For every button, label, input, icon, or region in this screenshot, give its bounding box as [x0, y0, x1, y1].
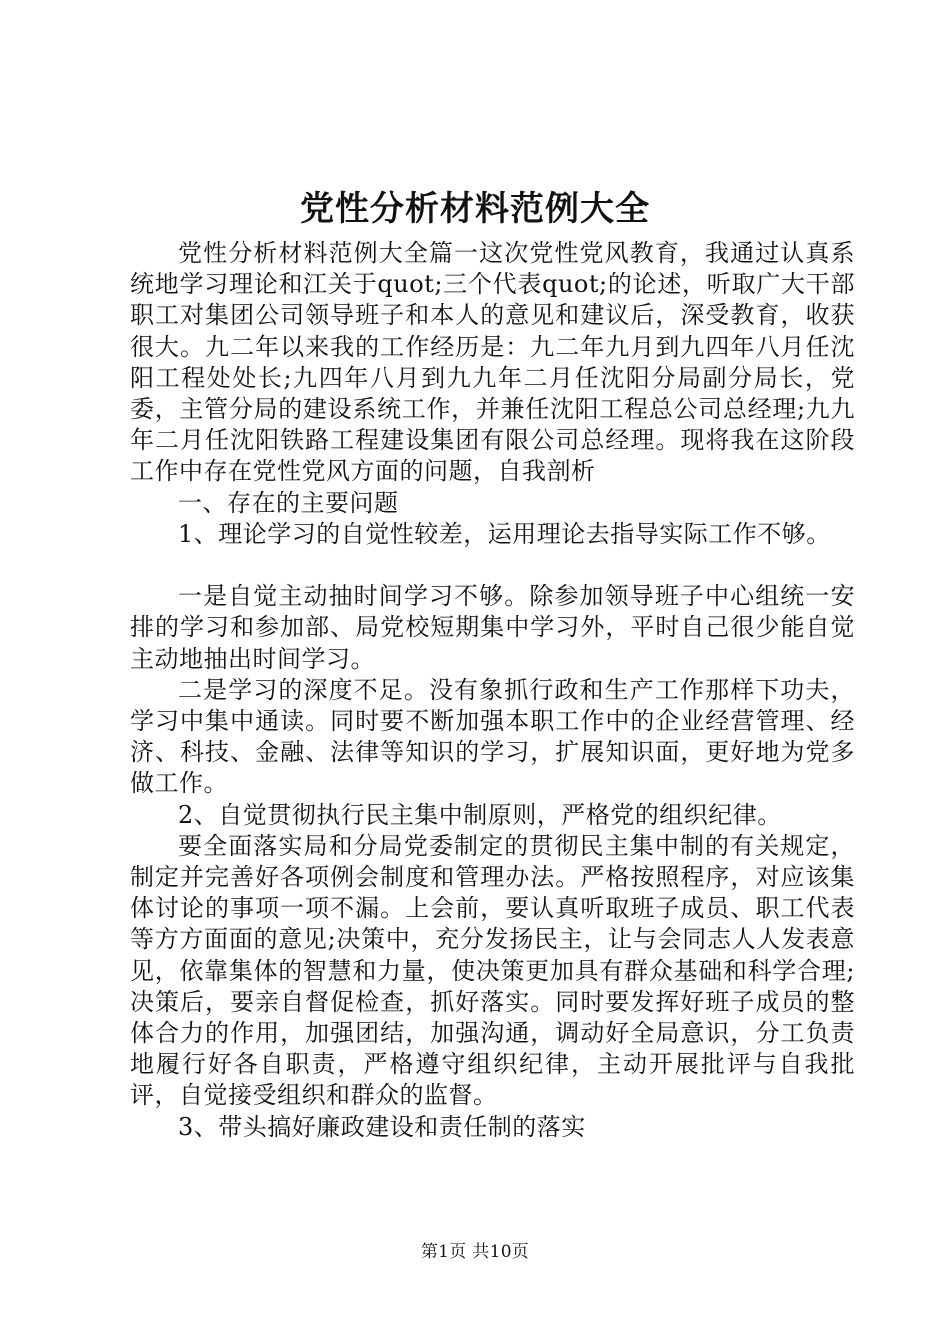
paragraph-study-depth: 二是学习的深度不足。没有象抓行政和生产工作那样下功夫，学习中集中通读。同时要不断加强本职工作中的企业经营管理、经济、科技、金融、法律等知识的学习，扩展知识面，更好地为党多做工作。: [130, 675, 855, 798]
section-heading-main-problems: 一、存在的主要问题: [178, 488, 399, 517]
document-body: [130, 238, 855, 1143]
page-footer: 第1页 共10页: [420, 1242, 530, 1262]
paragraph-democratic-centralism: 要全面落实局和分局党委制定的贯彻民主集中制的有关规定，制定并完善好各项例会制度和管理办法。严格按照程序，对应该集体讨论的事项一项不漏。上会前，要认真听取班子成员、职工代表等方方面面的意见;决策中，充分发扬民主，让与会同志人人发表意见，依靠集体的智慧和力量，使决策更加具有群众基础和科学合理;决策后，要亲自督促检查，抓好落实。同时要发挥好班子成员的整体合力的作用，加强团结，加强沟通，调动好全局意识，分工负责地履行好各自职责，严格遵守组织纪律，主动开展批评与自我批评，自觉接受组织和群众的监督。: [130, 831, 855, 1110]
subheading-theory-study: 1、理论学习的自觉性较差，运用理论去指导实际工作不够。: [178, 519, 831, 548]
document-title: 党性分析材料范例大全: [300, 189, 650, 229]
paragraph-intro: 党性分析材料范例大全篇一这次党性党风教育，我通过认真系统地学习理论和江关于quot;三个代表quot;的论述，听取广大干部职工对集团公司领导班子和本人的意见和建议后，深受教育，收获很大。九二年以来我的工作经历是：九二年九月到九四年八月任沈阳工程处处长;九四年八月到九九年二月任沈阳分局副分局长，党委，主管分局的建设系统工作，并兼任沈阳工程总公司总经理;九九年二月任沈阳铁路工程建设集团有限公司总经理。现将我在这阶段工作中存在党性党风方面的问题，自我剖析: [130, 239, 855, 486]
subheading-democratic-centralism: 2、自觉贯彻执行民主集中制原则，严格党的组织纪律。: [178, 800, 782, 829]
paragraph-study-time: 一是自觉主动抽时间学习不够。除参加领导班子中心组统一安排的学习和参加部、局党校短期集中学习外，平时自己很少能自觉主动地抽出时间学习。: [130, 582, 855, 673]
subheading-integrity-building: 3、带头搞好廉政建设和责任制的落实: [178, 1112, 586, 1141]
